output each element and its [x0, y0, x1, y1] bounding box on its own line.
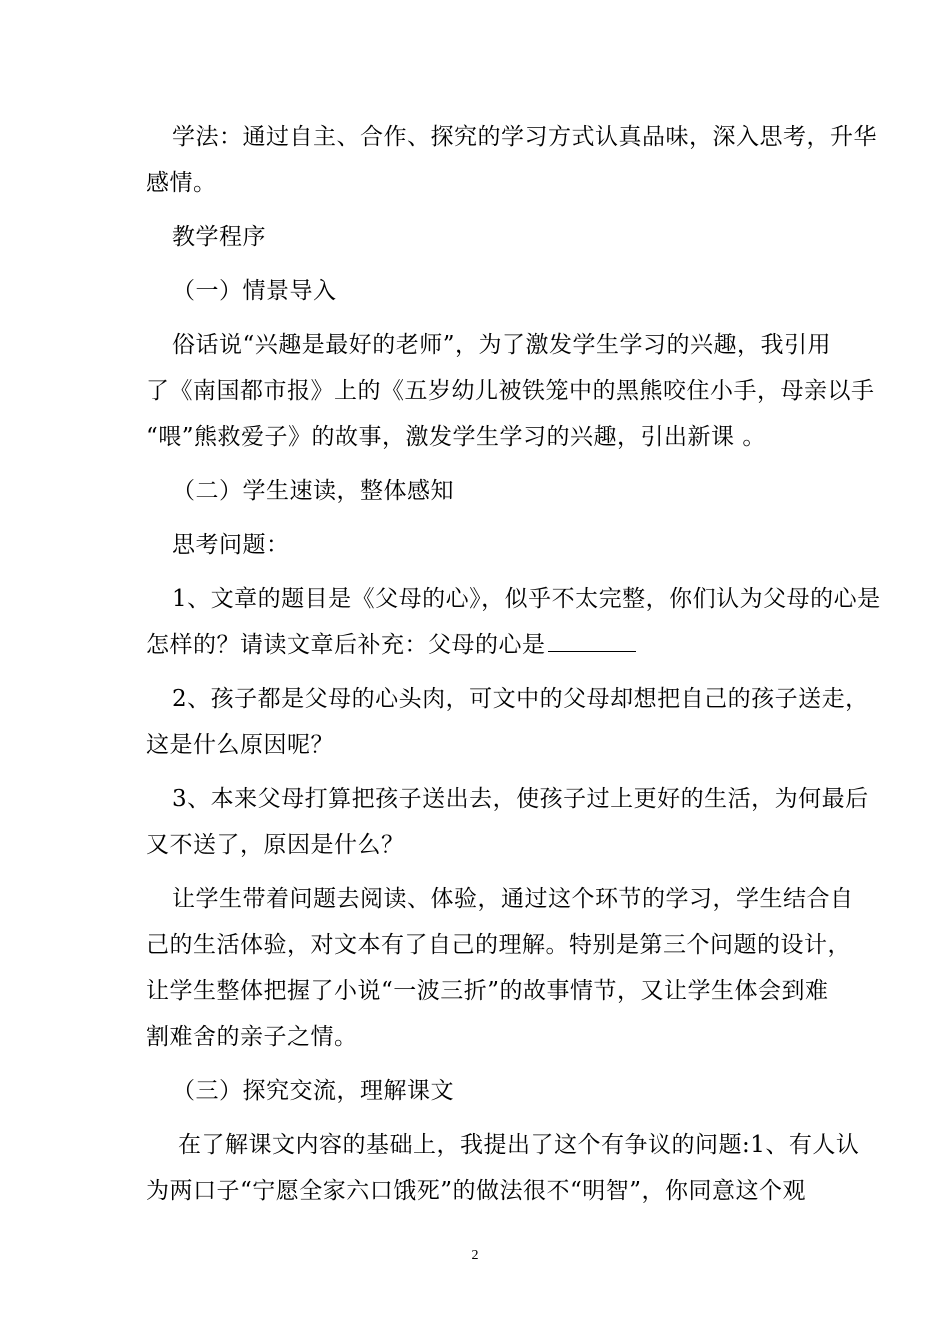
- text-line: 为两口子“宁愿全家六口饿死”的做法很不“明智”，你同意这个观: [146, 1178, 807, 1204]
- section-heading: （三）探究交流，理解课文: [172, 1078, 454, 1104]
- text-line: 让学生整体把握了小说“一波三折”的故事情节，又让学生体会到难: [146, 978, 829, 1004]
- page-number: 2: [471, 1248, 479, 1263]
- text-line: 感情。: [146, 170, 217, 196]
- text-line: 思考问题：: [172, 532, 290, 558]
- question-line: [146, 629, 636, 661]
- text-line: 在了解课文内容的基础上，我提出了这个有争议的问题:1、有人认: [178, 1132, 860, 1158]
- text-line: 了《南国都市报》上的《五岁幼儿被铁笼中的黑熊咬住小手，母亲以手: [146, 378, 875, 404]
- text-line: “喂”熊救爱子》的故事，激发学生学习的兴趣，引出新课 。: [146, 424, 766, 450]
- question-line: 又不送了，原因是什么？: [146, 832, 405, 858]
- section-heading: （一）情景导入: [172, 278, 337, 304]
- text-line: 俗话说“兴趣是最好的老师”，为了激发学生学习的兴趣，我引用: [172, 332, 832, 358]
- question-line: 这是什么原因呢？: [146, 732, 334, 758]
- question-text: 怎样的？请读文章后补充：父母的心是: [146, 632, 546, 658]
- section-heading: 教学程序: [172, 224, 266, 250]
- question-line: 3、本来父母打算把孩子送出去，使孩子过上更好的生活，为何最后: [172, 786, 869, 812]
- text-line: 割难舍的亲子之情。: [146, 1024, 358, 1050]
- section-heading: （二）学生速读，整体感知: [172, 478, 454, 504]
- text-line: 学法：通过自主、合作、探究的学习方式认真品味，深入思考，升华: [172, 124, 877, 150]
- fill-in-blank: [548, 629, 636, 652]
- question-line: 1、文章的题目是《父母的心》，似乎不太完整，你们认为父母的心是: [172, 586, 881, 612]
- text-line: 让学生带着问题去阅读、体验，通过这个环节的学习，学生结合自: [172, 886, 854, 912]
- question-line: 2、孩子都是父母的心头肉，可文中的父母却想把自己的孩子送走，: [172, 686, 869, 712]
- text-line: 己的生活体验，对文本有了自己的理解。特别是第三个问题的设计，: [146, 932, 851, 958]
